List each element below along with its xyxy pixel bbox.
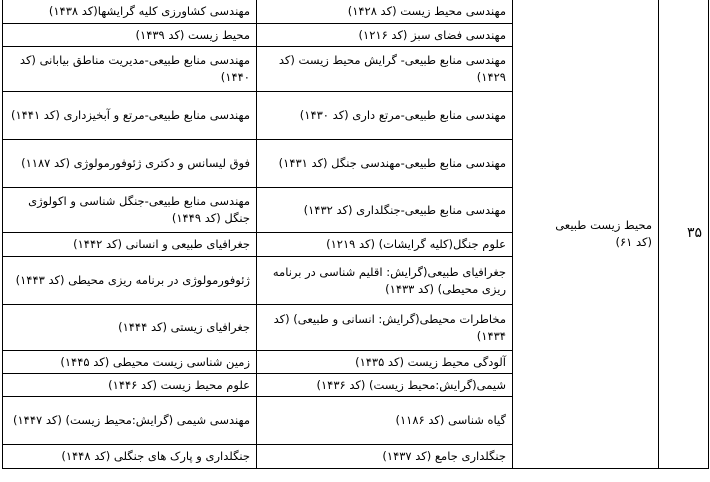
row-number: ۳۵ — [659, 0, 709, 469]
related-field: مهندسی منابع طبیعی-جنگل شناسی و اکولوژی جنگل (کد ۱۴۴۹) — [3, 188, 257, 233]
related-field: جنگلداری جامع (کد ۱۴۳۷) — [257, 445, 513, 469]
related-field: مهندسی منابع طبیعی-جنگلداری (کد ۱۴۳۲) — [257, 188, 513, 233]
related-field: جنگلداری و پارک های جنگلی (کد ۱۴۴۸) — [3, 445, 257, 469]
related-field: مهندسی کشاورزی کلیه گرایشها(کد ۱۴۳۸) — [3, 0, 257, 24]
related-field: ژئوفورمولوژی در برنامه ریزی محیطی (کد ۱۴۴۳) — [3, 257, 257, 305]
related-field: مهندسی منابع طبیعی-مدیریت مناطق بیابانی (کد ۱۴۴۰) — [3, 47, 257, 92]
related-field: جغرافیای زیستی (کد ۱۴۴۴) — [3, 305, 257, 351]
related-field: مهندسی منابع طبیعی-مهندسی جنگل (کد ۱۴۳۱) — [257, 140, 513, 188]
related-field: علوم محیط زیست (کد ۱۴۴۶) — [3, 374, 257, 397]
related-field: علوم جنگل(کلیه گرایشات) (کد ۱۲۱۹) — [257, 233, 513, 257]
related-field: جغرافیای طبیعی و انسانی (کد ۱۴۴۲) — [3, 233, 257, 257]
related-field: مهندسی فضای سبز (کد ۱۲۱۶) — [257, 24, 513, 47]
major-cell — [513, 0, 659, 469]
related-field: آلودگی محیط زیست (کد ۱۴۳۵) — [257, 351, 513, 374]
major-code: (کد ۶۱) — [615, 234, 652, 249]
related-field: مهندسی منابع طبیعی- گرایش محیط زیست (کد ۱۴۲۹) — [257, 47, 513, 92]
related-field: مهندسی منابع طبیعی-مرتع و آبخیزداری (کد ۱۴۴۱) — [3, 92, 257, 140]
related-field: جغرافیای طبیعی(گرایش: اقلیم شناسی در برنامه ریزی محیطی) (کد ۱۴۳۳) — [257, 257, 513, 305]
related-field: مهندسی منابع طبیعی-مرتع داری (کد ۱۴۳۰) — [257, 92, 513, 140]
related-field: مخاطرات محیطی(گرایش: انسانی و طبیعی) (کد ۱۴۳۴) — [257, 305, 513, 351]
related-field: گیاه شناسی (کد ۱۱۸۶) — [257, 397, 513, 445]
related-field: فوق لیسانس و دکتری ژئوفورمولوژی (کد ۱۱۸۷) — [3, 140, 257, 188]
table-row — [3, 0, 709, 24]
related-field: مهندسی محیط زیست (کد ۱۴۲۸) — [257, 0, 513, 24]
related-field: محیط زیست (کد ۱۴۳۹) — [3, 24, 257, 47]
major-title: محیط زیست طبیعی — [555, 217, 652, 232]
related-field: شیمی(گرایش:محیط زیست) (کد ۱۴۳۶) — [257, 374, 513, 397]
majors-table — [2, 0, 709, 469]
related-field: مهندسی شیمی (گرایش:محیط زیست) (کد ۱۴۴۷) — [3, 397, 257, 445]
related-field: زمین شناسی زیست محیطی (کد ۱۴۴۵) — [3, 351, 257, 374]
